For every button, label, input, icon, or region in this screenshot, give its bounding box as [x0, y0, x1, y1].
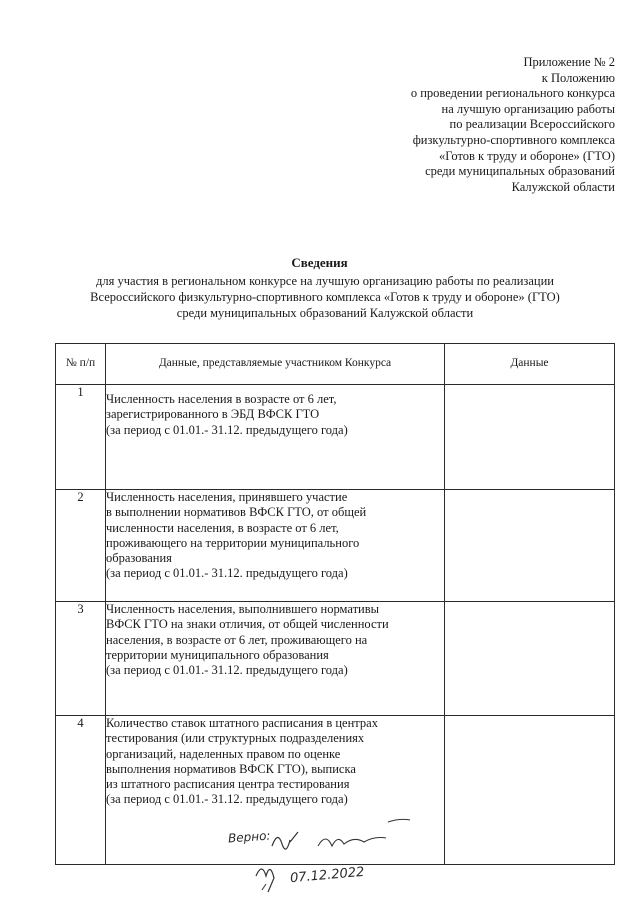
subtitle-line: для участия в региональном конкурсе на лучшую организацию работы по реализации	[96, 274, 554, 288]
appendix-line: к Положению	[541, 70, 615, 85]
appendix-line: «Готов к труду и обороне» (ГТО)	[439, 148, 615, 163]
row-number: 4	[56, 716, 106, 865]
header-num: № п/п	[56, 344, 106, 385]
header-description: Данные, представляемые участником Конкурса	[106, 344, 445, 385]
appendix-line: на лучшую организацию работы	[441, 101, 615, 116]
certification-mark: Верно:	[227, 828, 271, 846]
appendix-line: по реализации Всероссийского	[449, 117, 615, 132]
header-data: Данные	[445, 344, 615, 385]
appendix-line: физкультурно-спортивного комплекса	[412, 132, 615, 147]
subtitle-line: Всероссийского физкультурно-спортивного комплекса «Готов к труду и обороне» (ГТО)	[90, 290, 560, 304]
appendix-line: Приложение № 2	[523, 55, 615, 69]
row-number: 1	[56, 385, 106, 490]
appendix-line: о проведении регионального конкурса	[410, 86, 615, 101]
row-description-text: Численность населения, принявшего участие в выполнении нормативов ВФСК ГТО, от общей численности населения, в возрасте от 6 лет, проживающего на территории муниципального образования (за период с 01.01.- 31.12. предыдущего года)	[106, 490, 367, 581]
signature-date: 07.12.2022	[289, 864, 365, 887]
appendix-line: Калужской области	[511, 179, 615, 194]
row-number: 3	[56, 602, 106, 716]
row-description-text: Численность населения, выполнившего нормативы ВФСК ГТО на знаки отличия, от общей численности населения, в возрасте от 6 лет, проживающего на территории муниципального образования (за период с 01.01.- 31.12. предыдущего года)	[106, 602, 389, 678]
row-description-text: Численность населения в возрасте от 6 лет, зарегистрированного в ЭБД ВФСК ГТО (за период с 01.01.- 31.12. предыдущего года)	[106, 392, 348, 437]
document-title: Сведения	[291, 255, 348, 270]
row-number: 2	[56, 490, 106, 602]
row-description-text: Количество ставок штатного расписания в центрах тестирования (или структурных подразделениях организаций, наделенных правом по оценке выполнения нормативов ВФСК ГТО), выписка из штатного расписания центра тестирования (за период с 01.01.- 31.12. предыдущего года)	[106, 716, 378, 807]
subtitle-line: среди муниципальных образований Калужской области	[176, 306, 474, 320]
appendix-line: среди муниципальных образований	[425, 164, 615, 179]
